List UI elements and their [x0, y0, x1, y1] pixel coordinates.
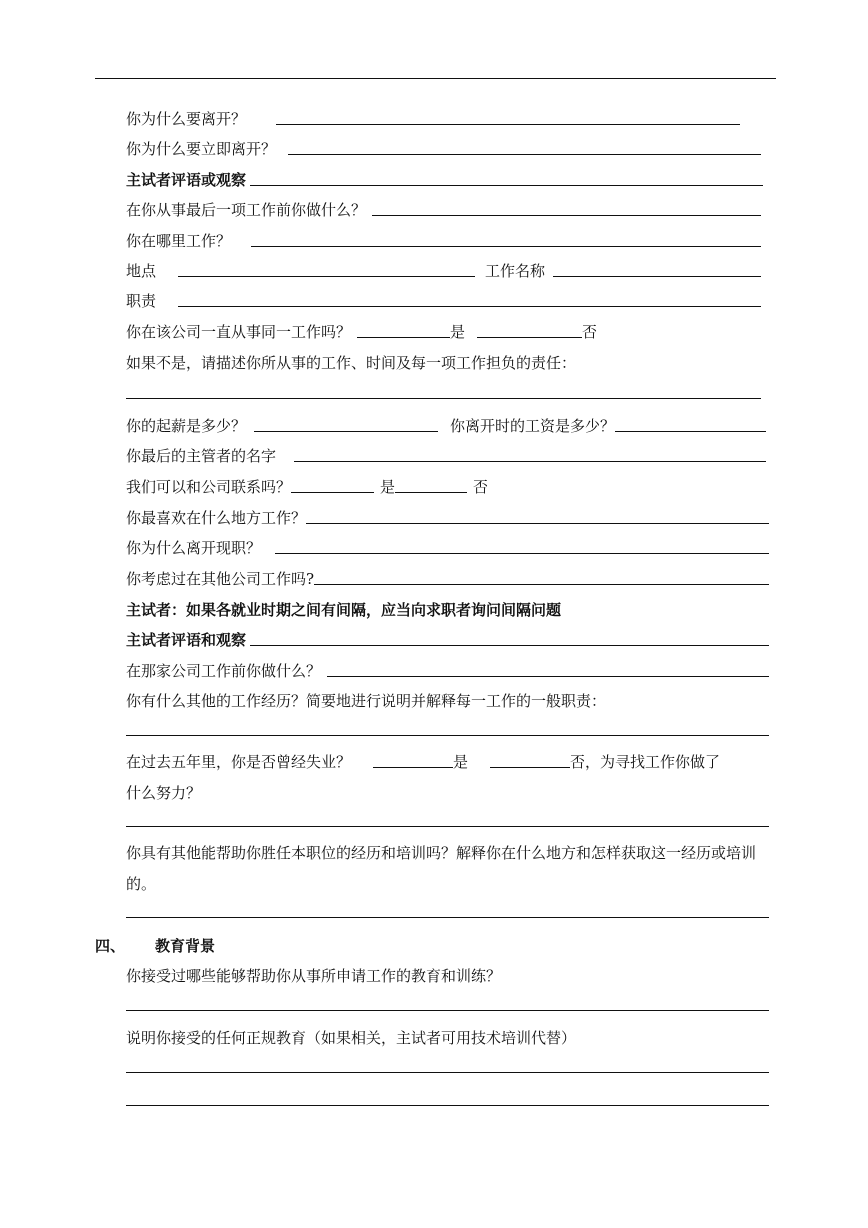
interviewer-note-row: [126, 594, 769, 620]
other-training-answer-line[interactable]: [126, 917, 769, 918]
salary-row: [126, 410, 766, 436]
education-training-row: [126, 960, 769, 986]
section-4-number: 四、: [95, 937, 126, 955]
supervisor-row: [126, 440, 766, 466]
where-work-row: [126, 225, 761, 251]
consider-other-row: [126, 563, 769, 589]
same-job-no-field[interactable]: [477, 337, 582, 338]
education-training-label: 你接受过哪些能够帮助你从事所申请工作的教育和训练？: [126, 967, 502, 985]
interviewer-comment-row-1: [126, 164, 763, 190]
education-training-answer-line[interactable]: [126, 1010, 769, 1011]
unemployed-label: 在过去五年里，你是否曾经失业？: [126, 753, 352, 771]
contact-row: [126, 471, 546, 497]
location-label: 地点: [126, 262, 157, 280]
unemployed-no-field[interactable]: [490, 767, 570, 768]
if-not-row: [126, 347, 766, 373]
section-4-heading: [95, 930, 395, 956]
leave-current-field[interactable]: [275, 553, 769, 554]
before-last-job-label: 在你从事最后一项工作前你做什么？: [126, 201, 367, 219]
job-title-label: 工作名称: [485, 262, 546, 280]
why-leave-now-label: 你为什么要立即离开？: [126, 140, 277, 158]
why-leave-row: [126, 103, 740, 129]
duties-label: 职责: [126, 292, 157, 310]
same-job-no-label: 否: [582, 323, 598, 341]
supervisor-field[interactable]: [294, 461, 766, 462]
contact-label: 我们可以和公司联系吗？: [126, 478, 292, 496]
same-job-label: 你在该公司一直从事同一工作吗？: [126, 323, 352, 341]
consider-other-field[interactable]: [314, 584, 769, 585]
if-not-answer-line[interactable]: [126, 398, 761, 399]
leave-salary-field[interactable]: [615, 431, 766, 432]
favorite-place-label: 你最喜欢在什么地方工作？: [126, 509, 307, 527]
where-work-label: 你在哪里工作？: [126, 232, 232, 250]
where-work-field[interactable]: [251, 246, 761, 247]
formal-education-label: 说明你接受的任何正规教育（如果相关，主试者可用技术培训代替）: [126, 1029, 577, 1047]
formal-education-answer-line-1[interactable]: [126, 1072, 769, 1073]
unemployed-answer-line[interactable]: [126, 826, 769, 827]
same-job-yes-label: 是: [450, 323, 466, 341]
same-job-yes-field[interactable]: [357, 337, 450, 338]
supervisor-label: 你最后的主管者的名字: [126, 447, 277, 465]
favorite-place-row: [126, 502, 769, 528]
unemployed-no-label: 否: [570, 753, 586, 771]
consider-other-label: 你考虑过在其他公司工作吗?: [126, 570, 315, 588]
other-training-label: 你具有其他能帮助你胜任本职位的经历和培训吗？解释你在什么地方和怎样获取这一经历或培训的。: [126, 844, 757, 893]
interviewer-comment-row-2: [126, 624, 769, 650]
why-leave-label: 你为什么要离开？: [126, 110, 247, 128]
start-salary-label: 你的起薪是多少？: [126, 417, 247, 435]
job-title-field[interactable]: [553, 276, 761, 277]
other-experience-label: 你有什么其他的工作经历？简要地进行说明并解释每一工作的一般职责：: [126, 692, 607, 710]
other-experience-answer-line[interactable]: [126, 735, 769, 736]
leave-salary-label: 你离开时的工资是多少？: [450, 417, 616, 435]
unemployed-row: [126, 746, 776, 772]
interviewer-note: 主试者：如果各就业时期之间有间隔，应当向求职者询问间隔问题: [126, 601, 562, 619]
before-company-row: [126, 655, 769, 681]
unemployed-continue: ，为寻找工作你做了: [585, 753, 721, 771]
why-leave-now-row: [126, 133, 761, 159]
unemployed-row-2: [126, 777, 769, 803]
contact-yes-label: 是: [380, 478, 396, 496]
duties-row: [126, 285, 761, 311]
why-leave-field[interactable]: [276, 124, 740, 125]
location-field[interactable]: [178, 276, 475, 277]
duties-field[interactable]: [178, 306, 761, 307]
leave-current-row: [126, 532, 769, 558]
before-company-label: 在那家公司工作前你做什么？: [126, 662, 322, 680]
formal-education-row: [126, 1022, 769, 1048]
contact-no-label: 否: [473, 478, 489, 496]
before-last-job-row: [126, 194, 761, 220]
interviewer-comment-label-2: 主试者评语和观察: [126, 631, 247, 649]
same-job-row: [126, 316, 686, 342]
contact-no-field[interactable]: [395, 492, 467, 493]
interviewer-comment-label-1: 主试者评语或观察: [126, 171, 247, 189]
location-title-row: [126, 255, 761, 281]
unemployed-effort-label: 什么努力？: [126, 784, 202, 802]
header-rule: [95, 78, 776, 79]
unemployed-yes-label: 是: [453, 753, 469, 771]
before-last-job-field[interactable]: [372, 215, 761, 216]
other-experience-row: [126, 685, 769, 711]
formal-education-answer-line-2[interactable]: [126, 1105, 769, 1106]
interviewer-comment-field-1[interactable]: [250, 185, 763, 186]
if-not-label: 如果不是，请描述你所从事的工作、时间及每一项工作担负的责任：: [126, 354, 577, 372]
contact-yes-field[interactable]: [291, 492, 374, 493]
leave-current-label: 你为什么离开现职？: [126, 539, 262, 557]
start-salary-field[interactable]: [254, 431, 438, 432]
interviewer-comment-field-2[interactable]: [250, 645, 769, 646]
section-4-title: 教育背景: [155, 937, 216, 955]
favorite-place-field[interactable]: [306, 523, 769, 524]
before-company-field[interactable]: [327, 676, 769, 677]
unemployed-yes-field[interactable]: [373, 767, 453, 768]
why-leave-now-field[interactable]: [288, 154, 761, 155]
